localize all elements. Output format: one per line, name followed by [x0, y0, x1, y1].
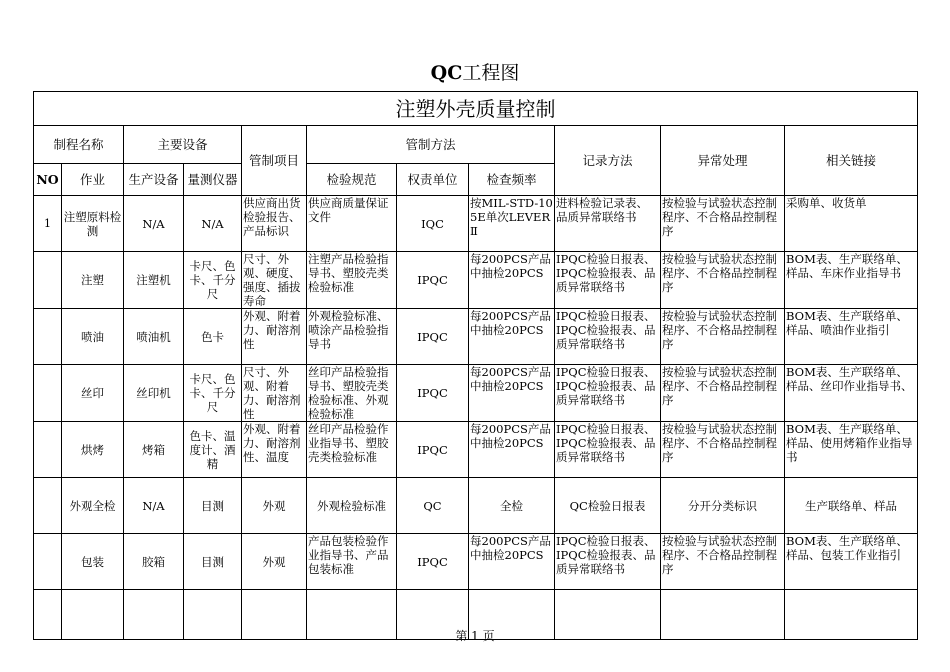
header-record-method: 记录方法: [555, 126, 661, 196]
cell-exception-handling: 分开分类标识: [661, 478, 785, 534]
cell-production-equipment: N/A: [124, 196, 184, 252]
cell-no: [34, 252, 62, 309]
header-operation: 作业: [62, 164, 124, 196]
cell-control-item: 外观: [242, 478, 307, 534]
cell-record-method: QC检验日报表: [555, 478, 661, 534]
cell-no: [34, 478, 62, 534]
cell-inspection-frequency: 每200PCS产品中抽检20PCS: [469, 252, 555, 309]
header-exception-handling: 异常处理: [661, 126, 785, 196]
cell-exception-handling: 按检验与试验状态控制程序、不合格品控制程序: [661, 365, 785, 422]
cell-measuring-instrument: 目测: [184, 534, 242, 590]
cell-inspection-frequency: 全检: [469, 478, 555, 534]
cell-no: 1: [34, 196, 62, 252]
cell-operation: 包装: [62, 534, 124, 590]
cell-responsible-unit: QC: [397, 478, 469, 534]
cell-production-equipment: N/A: [124, 478, 184, 534]
cell-control-item: 外观: [242, 534, 307, 590]
cell-inspection-spec: 产品包装检验作业指导书、产品包装标准: [307, 534, 397, 590]
table-row: [34, 534, 918, 590]
cell-production-equipment: 喷油机: [124, 309, 184, 365]
cell-responsible-unit: IPQC: [397, 309, 469, 365]
cell-related-links: 采购单、收货单: [785, 196, 918, 252]
page-title: [0, 58, 950, 88]
cell-record-method: IPQC检验日报表、IPQC检验报表、品质异常联络书: [555, 309, 661, 365]
cell-production-equipment: 烤箱: [124, 422, 184, 478]
header-inspection-frequency: 检查频率: [469, 164, 555, 196]
header-control-method: 管制方法: [307, 126, 555, 164]
cell-control-item: 外观、附着力、耐溶剂性、温度: [242, 422, 307, 478]
cell-operation: 丝印: [62, 365, 124, 422]
cell-no: [34, 365, 62, 422]
header-control-item: 管制项目: [242, 126, 307, 196]
table-row: [34, 196, 918, 252]
cell-operation: 注塑: [62, 252, 124, 309]
cell-exception-handling: 按检验与试验状态控制程序、不合格品控制程序: [661, 534, 785, 590]
cell-related-links: BOM表、生产联络单、样品、包装工作业指引: [785, 534, 918, 590]
table-title: 注塑外壳质量控制: [34, 92, 918, 126]
cell-control-item: 尺寸、外观、硬度、强度、插拔寿命: [242, 252, 307, 309]
table-row: [34, 252, 918, 309]
cell-record-method: IPQC检验日报表、IPQC检验报表、品质异常联络书: [555, 365, 661, 422]
cell-inspection-spec: 外观检验标准、喷涂产品检验指导书: [307, 309, 397, 365]
cell-inspection-frequency: 每200PCS产品中抽检20PCS: [469, 422, 555, 478]
table-row: [34, 422, 918, 478]
cell-inspection-spec: 丝印产品检验指导书、塑胶壳类检验标准、外观检验标准: [307, 365, 397, 422]
cell-responsible-unit: IPQC: [397, 534, 469, 590]
header-no: NO: [34, 164, 62, 196]
cell-responsible-unit: IPQC: [397, 422, 469, 478]
header-process-name: 制程名称: [34, 126, 124, 164]
cell-operation: 喷油: [62, 309, 124, 365]
page-footer: 第 1 页: [455, 629, 495, 643]
cell-operation: 烘烤: [62, 422, 124, 478]
table-row: [34, 309, 918, 365]
cell-responsible-unit: IQC: [397, 196, 469, 252]
header-inspection-spec: 检验规范: [307, 164, 397, 196]
table-title-row: [34, 92, 918, 126]
cell-record-method: IPQC检验日报表、IPQC检验报表、品质异常联络书: [555, 252, 661, 309]
cell-production-equipment: 胶箱: [124, 534, 184, 590]
header-production-equipment: 生产设备: [124, 164, 184, 196]
cell-measuring-instrument: 卡尺、色卡、千分尺: [184, 365, 242, 422]
cell-inspection-spec: 丝印产品检验作业指导书、塑胶壳类检验标准: [307, 422, 397, 478]
cell-production-equipment: 丝印机: [124, 365, 184, 422]
cell-measuring-instrument: 色卡、温度计、酒精: [184, 422, 242, 478]
cell-inspection-frequency: 每200PCS产品中抽检20PCS: [469, 534, 555, 590]
cell-measuring-instrument: N/A: [184, 196, 242, 252]
cell-control-item: 供应商出货检验报告、产品标识: [242, 196, 307, 252]
cell-responsible-unit: IPQC: [397, 252, 469, 309]
header-related-links: 相关链接: [785, 126, 918, 196]
cell-related-links: BOM表、生产联络单、样品、车床作业指导书: [785, 252, 918, 309]
cell-record-method: 进料检验记录表、品质异常联络书: [555, 196, 661, 252]
cell-measuring-instrument: 色卡: [184, 309, 242, 365]
table-row: [34, 478, 918, 534]
title-suffix: 工程图: [462, 62, 520, 84]
cell-no: [34, 309, 62, 365]
cell-inspection-frequency: 按MIL-STD-105E单次LEVER Ⅱ: [469, 196, 555, 252]
header-responsible-unit: 权责单位: [397, 164, 469, 196]
cell-inspection-spec: 供应商质量保证文件: [307, 196, 397, 252]
cell-control-item: 尺寸、外观、附着力、耐溶剂性: [242, 365, 307, 422]
cell-exception-handling: 按检验与试验状态控制程序、不合格品控制程序: [661, 252, 785, 309]
cell-related-links: BOM表、生产联络单、样品、丝印作业指导书、: [785, 365, 918, 422]
cell-measuring-instrument: 卡尺、色卡、千分尺: [184, 252, 242, 309]
cell-exception-handling: 按检验与试验状态控制程序、不合格品控制程序: [661, 309, 785, 365]
cell-production-equipment: 注塑机: [124, 252, 184, 309]
cell-record-method: IPQC检验日报表、IPQC检验报表、品质异常联络书: [555, 422, 661, 478]
title-prefix: QC: [430, 62, 463, 84]
cell-operation: 注塑原料检测: [62, 196, 124, 252]
cell-inspection-frequency: 每200PCS产品中抽检20PCS: [469, 365, 555, 422]
cell-no: [34, 422, 62, 478]
header-measuring-instrument: 量测仪器: [184, 164, 242, 196]
cell-measuring-instrument: 目测: [184, 478, 242, 534]
cell-inspection-spec: 外观检验标准: [307, 478, 397, 534]
header-main-equipment: 主要设备: [124, 126, 242, 164]
cell-inspection-spec: 注塑产品检验指导书、塑胶壳类检验标准: [307, 252, 397, 309]
qc-table: [33, 91, 918, 640]
cell-related-links: 生产联络单、样品: [785, 478, 918, 534]
cell-exception-handling: 按检验与试验状态控制程序、不合格品控制程序: [661, 422, 785, 478]
header-row-1: [34, 126, 918, 164]
table-row: [34, 365, 918, 422]
cell-related-links: BOM表、生产联络单、样品、使用烤箱作业指导书: [785, 422, 918, 478]
cell-related-links: BOM表、生产联络单、样品、喷油作业指引: [785, 309, 918, 365]
cell-control-item: 外观、附着力、耐溶剂性: [242, 309, 307, 365]
cell-responsible-unit: IPQC: [397, 365, 469, 422]
cell-inspection-frequency: 每200PCS产品中抽检20PCS: [469, 309, 555, 365]
cell-exception-handling: 按检验与试验状态控制程序、不合格品控制程序: [661, 196, 785, 252]
cell-operation: 外观全检: [62, 478, 124, 534]
cell-no: [34, 534, 62, 590]
cell-record-method: IPQC检验日报表、IPQC检验报表、品质异常联络书: [555, 534, 661, 590]
